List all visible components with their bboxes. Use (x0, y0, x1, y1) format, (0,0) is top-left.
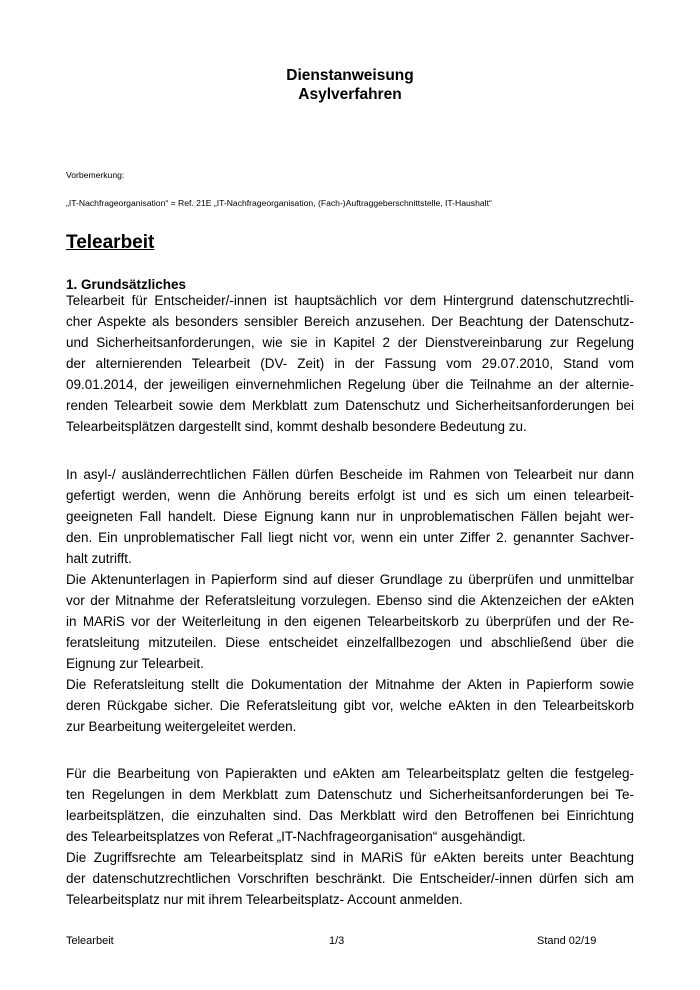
text-line: Telearbeitsplatz nur mit ihrem Telearbeitsplatz- Account anmelden. (66, 892, 463, 907)
text-line: der datenschutzrechtlichen Vorschriften beschränkt. Die Entscheider/-innen dürfen sich am (66, 871, 634, 886)
subsection-heading: 1. Grundsätzliches (66, 277, 187, 292)
preliminary-label: Vorbemerkung: (66, 170, 125, 180)
text-line: vor der Mitnahme der Referatsleitung vorzulegen. Ebenso sind die Aktenzeichen der eAkten (66, 593, 634, 608)
document-title (0, 66, 700, 104)
text-line: des Telearbeitsplatzes von Referat „IT-Nachfrageorganisation“ ausgehändigt. (66, 829, 526, 844)
text-line: Für die Bearbeitung von Papierakten und eAkten am Telearbeitsplatz gelten die festgeleg- (66, 766, 634, 781)
text-line: Telearbeitsplätzen dargestellt sind, kommt deshalb besondere Bedeutung zu. (66, 419, 527, 434)
paragraph-2 (66, 464, 634, 569)
text-line: In asyl-/ ausländerrechtlichen Fällen dürfen Bescheide im Rahmen von Telearbeit nur dann (66, 467, 634, 482)
paragraph-6 (66, 847, 634, 910)
text-line: den. Ein unproblematischer Fall liegt nicht vor, wenn ein unter Ziffer 2. genannter Sachver- (66, 530, 634, 545)
footer-left: Telearbeit (66, 935, 114, 947)
section-heading: Telearbeit (66, 232, 155, 253)
text-line: gefertigt werden, wenn die Anhörung bereits erfolgt ist und es sich um einen telearbeit- (66, 488, 634, 503)
footer-page-number: 1/3 (329, 935, 345, 947)
text-line: Telearbeit für Entscheider/-innen ist hauptsächlich vor dem Hintergrund datenschutzrechtli- (66, 293, 634, 308)
paragraph-4 (66, 674, 634, 737)
paragraph-1 (66, 290, 634, 437)
text-line: halt zutrifft. (66, 551, 132, 566)
paragraph-3 (66, 569, 634, 674)
text-line: geeigneten Fall handelt. Diese Eignung kann nur in unproblematischen Fällen bejaht wer- (66, 509, 634, 524)
text-line: feratsleitung mitzuteilen. Diese entscheidet einzelfallbezogen und abschließend über die (66, 635, 634, 650)
title-line-2: Asylverfahren (298, 86, 402, 103)
text-line: cher Aspekte als besonders sensibler Bereich anzusehen. Der Beachtung der Datenschutz- (66, 314, 634, 329)
paragraph-5 (66, 763, 634, 847)
text-line: ten Regelungen in dem Merkblatt zum Datenschutz und Sicherheitsanforderungen bei Te- (66, 787, 634, 802)
text-line: learbeitsplätzen, die einzuhalten sind. Das Merkblatt wird den Betroffenen bei Einrichtung (66, 808, 634, 823)
text-line: renden Telearbeit sowie dem Merkblatt zum Datenschutz und Sicherheitsanforderungen bei (66, 398, 634, 413)
footer-version: Stand 02/19 (537, 935, 597, 947)
text-line: deren Rückgabe sicher. Die Referatsleitung gibt vor, welche eAkten in den Telearbeitskorb (66, 698, 634, 713)
text-line: der alternierenden Telearbeit (DV- Zeit) in der Fassung vom 29.07.2010, Stand vom (66, 356, 634, 371)
text-line: in MARiS vor der Weiterleitung in den eigenen Telearbeitskorb zu überprüfen und der Re- (66, 614, 634, 629)
text-line: Die Zugriffsrechte am Telearbeitsplatz sind in MARiS für eAkten bereits unter Beachtung (66, 850, 634, 865)
text-line: Eignung zur Telearbeit. (66, 656, 204, 671)
text-line: und Sicherheitsanforderungen, wie sie in Kapitel 2 der Dienstvereinbarung zur Regelung (66, 335, 634, 350)
text-line: Die Referatsleitung stellt die Dokumentation der Mitnahme der Akten in Papierform sowie (66, 677, 634, 692)
title-line-1: Dienstanweisung (286, 67, 414, 84)
text-line: zur Bearbeitung weitergeleitet werden. (66, 719, 297, 734)
text-line: Die Aktenunterlagen in Papierform sind auf dieser Grundlage zu überprüfen und unmittelbar (66, 572, 634, 587)
preliminary-text: „IT-Nachfrageorganisation“ = Ref. 21E „IT-Nachfrageorganisation, (Fach-)Auftraggeberschnittstelle, IT-Haushalt“ (66, 198, 492, 208)
text-line: 09.01.2014, der jeweiligen einvernehmlichen Regelung über die Teilnahme an der alternie- (66, 377, 634, 392)
